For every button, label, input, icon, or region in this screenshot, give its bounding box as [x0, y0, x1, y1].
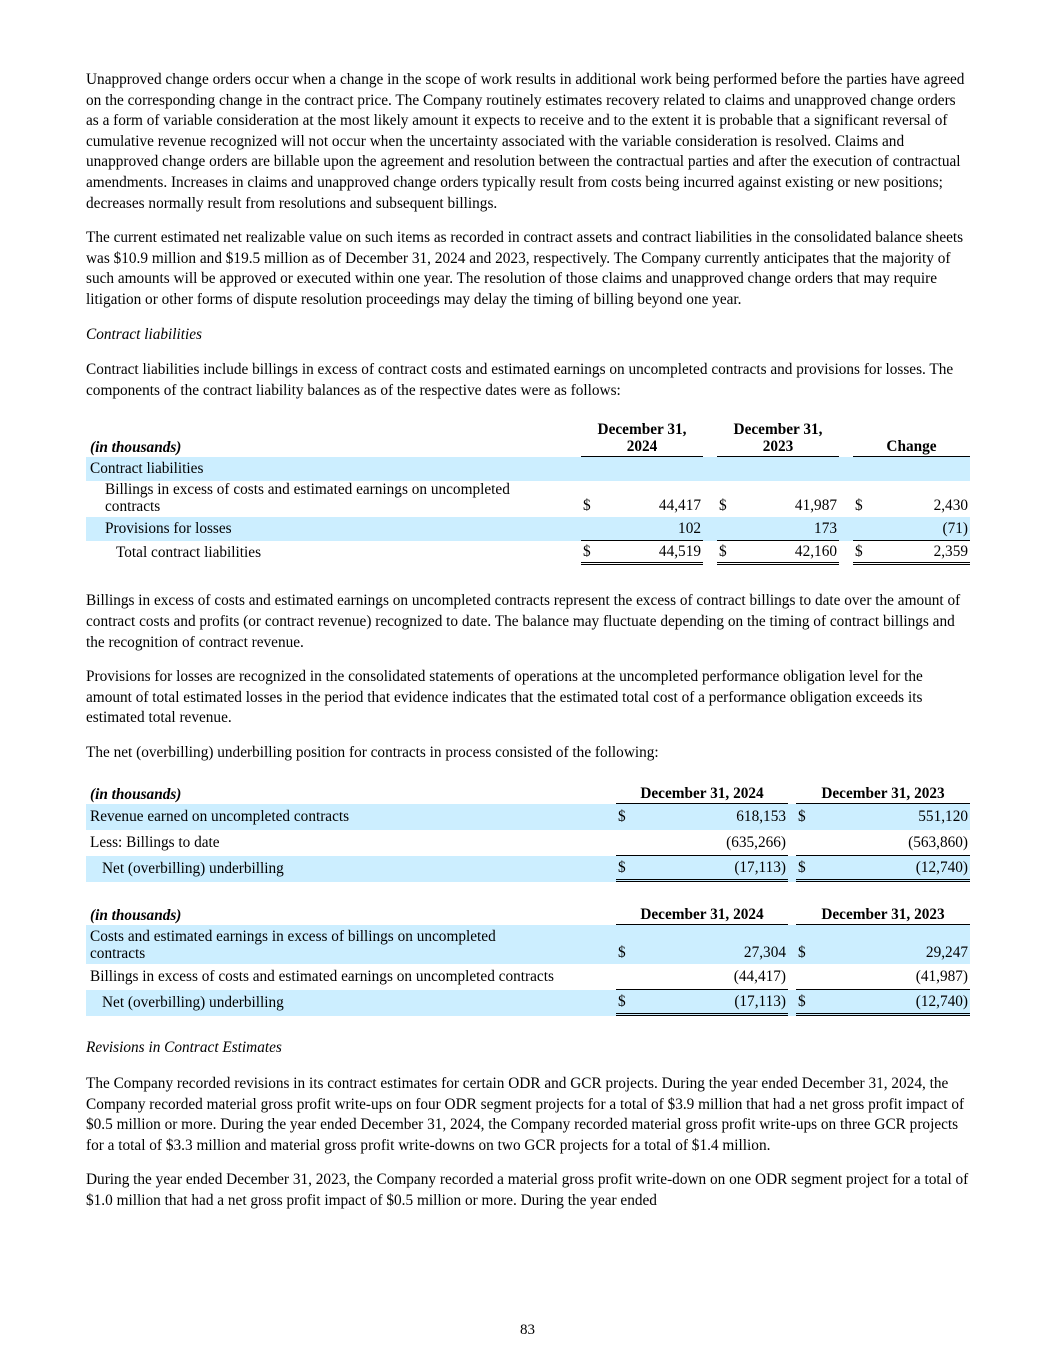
row-label: Revenue earned on uncompleted contracts — [86, 804, 616, 830]
paragraph-net-realizable-value: The current estimated net realizable value on such items as recorded in contract assets and contract liabilities in the consolidated balance sheets was $10.9 million and $19.5 million as of December 31, 2024 and 2023, respectively. The Company currently anticipates that the majority of such amounts will be approved or executed within one year. The resolution of those claims and unapproved change orders that may require litigation or other forms of dispute resolution proceedings may delay the timing of billing beyond one year. — [86, 229, 964, 308]
table2-net-2024: (17,113) — [638, 856, 788, 882]
table1-billings-2023: 41,987 — [794, 497, 837, 515]
row-label: Billings in excess of costs and estimated earnings on uncompleted contracts — [90, 968, 554, 986]
row-label: Net (overbilling) underbilling — [86, 856, 616, 882]
row-label: Total contract liabilities — [116, 544, 262, 562]
row-label: Costs and estimated earnings in excess of billings on uncompleted — [90, 928, 496, 946]
table-row: Billings in excess of costs and estimated earnings on uncompleted contracts $ 44,417 $ 41,987 $ 2,430 — [105, 481, 968, 516]
paragraph-provisions-for-losses: Provisions for losses are recognized in the consolidated statements of operations at the uncompleted performance obligation level for the amount of total estimated losses in the period that evidence indicates that the estimated total cost of a performance obligation exceeds its estimated total revenue. — [86, 668, 923, 727]
table1-section-label: Contract liabilities — [86, 457, 581, 481]
row-label: Less: Billings to date — [90, 834, 220, 852]
page-content — [86, 70, 970, 1226]
paragraph-contract-liabilities-intro: Contract liabilities include billings in excess of contract costs and estimated earnings on uncompleted contracts and provisions for losses. The components of the contract liability balances as of the respective dates were as follows: — [86, 361, 954, 399]
paragraph-revisions-2023: During the year ended December 31, 2023, the Company recorded a material gross profit write-down on one ODR segment project for a total of $1.0 million that had a net gross profit impact of $0.5 million or more. During the year ended — [86, 1171, 969, 1210]
net-underbilling-table — [86, 785, 970, 882]
table2-billings-2024: (635,266) — [638, 830, 788, 856]
paragraph-billings-in-excess: Billings in excess of costs and estimated earnings on uncompleted contracts represent the excess of contract billings to date over the amount of contract costs and profits (or contract revenue) recognized to date. The balance may fluctuate depending on the timing of contract billings and the recognition of contract revenue. — [86, 592, 961, 651]
table3-unit-label: (in thousands) — [90, 907, 182, 925]
table1-header-2023: December 31, 2023 — [717, 421, 839, 457]
table1-total-2023: 42,160 — [739, 541, 839, 565]
table1-total-change: 2,359 — [875, 541, 970, 565]
table3-billings-2023: (41,987) — [818, 964, 970, 990]
table3-costs-2024: 27,304 — [638, 925, 788, 964]
table2-revenue-2023: 551,120 — [818, 804, 970, 830]
table-row: Total contract liabilities $ 44,519 $ 42,160 $ 2,359 — [86, 541, 970, 565]
section-heading-revisions: Revisions in Contract Estimates — [86, 1039, 282, 1057]
table3-billings-2024: (44,417) — [638, 964, 788, 990]
table-row — [86, 830, 970, 856]
table2-net-2023: (12,740) — [818, 856, 970, 882]
table1-billings-2024: 44,417 — [658, 497, 701, 515]
page-number: 83 — [520, 1322, 535, 1338]
table1-header-change: Change — [853, 421, 970, 457]
table-row: Revenue earned on uncompleted contracts $ 618,153 $ 551,120 — [86, 804, 970, 830]
table-row — [86, 517, 970, 541]
table3-header-2024: December 31, 2024 — [616, 906, 788, 925]
table3-net-2023: (12,740) — [818, 990, 970, 1016]
row-label: Provisions for losses — [86, 517, 581, 541]
table1-unit-label: (in thousands) — [90, 439, 182, 457]
table2-header-2024: December 31, 2024 — [616, 785, 788, 804]
table2-header-2023: December 31, 2023 — [796, 785, 970, 804]
net-position-balance-sheet-table — [86, 906, 970, 1016]
table1-provisions-2023: 173 — [739, 517, 839, 541]
table3-net-2024: (17,113) — [638, 990, 788, 1016]
contract-liabilities-table — [86, 421, 970, 565]
table-row — [86, 964, 970, 990]
paragraph-net-position-intro: The net (overbilling) underbilling position for contracts in process consisted of the following: — [86, 743, 659, 761]
paragraph-revisions-2024: The Company recorded revisions in its contract estimates for certain ODR and GCR projects. During the year ended December 31, 2024, the Company recorded material gross profit write-ups on four ODR segment projects for a total of $3.9 million that had a net gross profit impact of $0.5 million or more. During the year ended December 31, 2024, the Company recorded material gross profit write-ups on three GCR projects for a total of $3.3 million and material gross profit write-downs on two GCR projects for a total of $1.4 million. — [86, 1075, 965, 1154]
section-heading-contract-liabilities: Contract liabilities — [86, 325, 203, 343]
table3-costs-2023: 29,247 — [818, 925, 970, 964]
table2-unit-label: (in thousands) — [90, 786, 182, 804]
table3-header-2023: December 31, 2023 — [796, 906, 970, 925]
row-label: Billings in excess of costs and estimated earnings on uncompleted — [105, 481, 510, 499]
table2-revenue-2024: 618,153 — [638, 804, 788, 830]
row-label: Net (overbilling) underbilling — [86, 990, 616, 1016]
table1-header-2024: December 31, 2024 — [581, 421, 703, 457]
table-row: Net (overbilling) underbilling $ (17,113) $ (12,740) — [86, 990, 970, 1016]
table-row: Costs and estimated earnings in excess of billings on uncompleted contracts $ 27,304 $ 29,247 — [86, 925, 970, 964]
table1-billings-change: 2,430 — [933, 497, 968, 515]
table-row: Net (overbilling) underbilling $ (17,113) $ (12,740) — [86, 856, 970, 882]
table1-provisions-2024: 102 — [603, 517, 703, 541]
table2-billings-2023: (563,860) — [818, 830, 970, 856]
table1-total-2024: 44,519 — [603, 541, 703, 565]
paragraph-unapproved-change-orders: Unapproved change orders occur when a change in the scope of work results in additional work being performed before the parties have agreed on the corresponding change in the contract price. The Company routinely estimates recovery related to claims and unapproved change orders as a form of variable consideration at the most likely amount it expects to receive and to the extent it is probable that a significant reversal of cumulative revenue recognized will not occur when the uncertainty associated with the variable consideration is resolved. Claims and unapproved change orders are billable upon the agreement and resolution between the contractual parties and after the execution of contractual amendments. Increases in claims and unapproved change orders typically result from costs being incurred against existing or new positions; decreases normally result from resolutions and subsequent billings. — [86, 71, 965, 212]
table1-provisions-change: (71) — [875, 517, 970, 541]
